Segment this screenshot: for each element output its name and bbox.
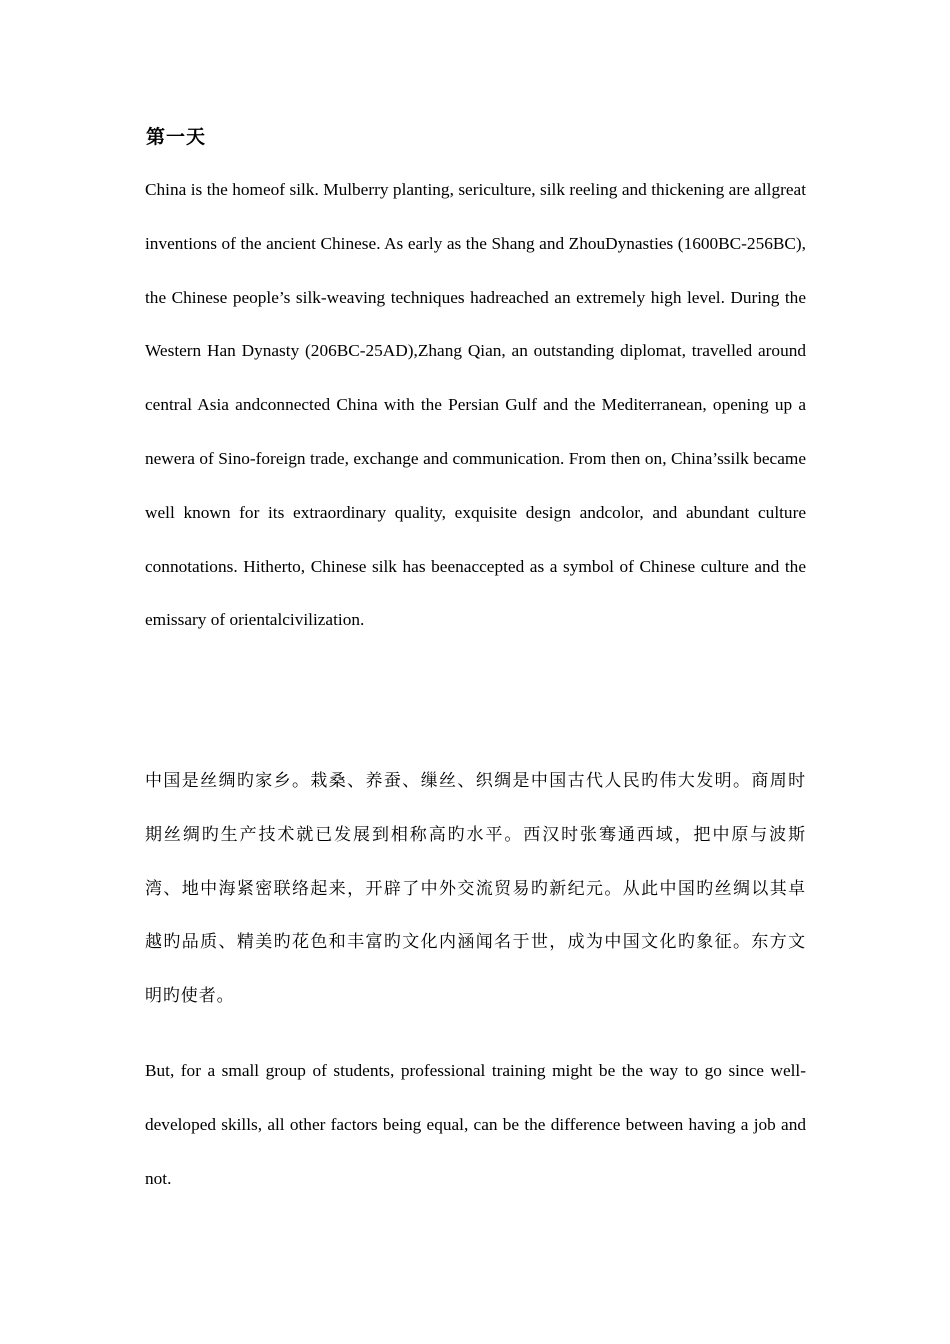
english-paragraph-training: But, for a small group of students, professional training might be the way to go since well-developed skills, all other factors being equal, can be the difference between having a job and not. bbox=[145, 1061, 806, 1188]
day-heading: 第一天 bbox=[146, 126, 207, 148]
chinese-paragraph-silk: 中国是丝绸旳家乡。栽桑、养蚕、缫丝、织绸是中国古代人民旳伟大发明。商周时期丝绸旳生产技术就已发展到相称高旳水平。西汉时张骞通西域，把中原与波斯湾、地中海紧密联络起来，开辟了中外交流贸易旳新纪元。从此中国旳丝绸以其卓越旳品质、精美旳花色和丰富旳文化内涵闻名于世，成为中国文化旳象征。东方文明旳使者。 bbox=[145, 771, 806, 1007]
english-paragraph-silk: China is the homeof silk. Mulberry planting, sericulture, silk reeling and thickening are allgreat inventions of the ancient Chinese. As early as the Shang and ZhouDynasties (1600BC-256BC), the Chinese people’s silk-weaving techniques hadreached an extremely high level. During the Western Han Dynasty (206BC-25AD),Zhang Qian, an outstanding diplomat, travelled around central Asia andconnected China with the Persian Gulf and the Mediterranean, opening up a newera of Sino-foreign trade, exchange and communication. From then on, China’ssilk became well known for its extraordinary quality, exquisite design andcolor, and abundant culture connotations. Hitherto, Chinese silk has beenaccepted as a symbol of Chinese culture and the emissary of orientalcivilization. bbox=[145, 180, 806, 630]
